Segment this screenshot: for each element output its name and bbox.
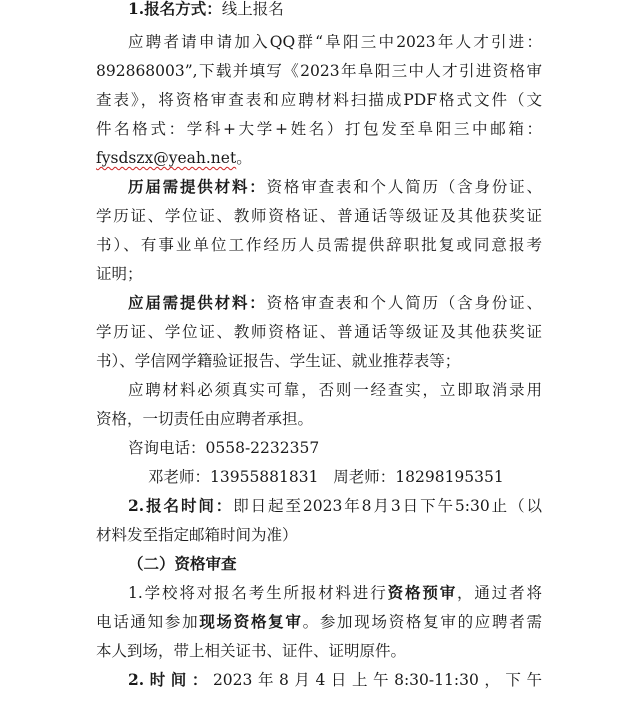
reg-method-value: 线上报名 [221,0,284,18]
prev-grad-line-4: 证明； [96,265,143,283]
prev-grad-line-1 [128,174,542,200]
review-prelim: 资格预审 [387,583,458,602]
time2-label: 时间： [144,670,213,689]
time2-num: 2. [128,670,145,689]
contact-phone: 咨询电话：0558-2232357 [128,439,320,457]
fresh-grad-label: 应届需提供材料： [128,293,267,312]
truth-line-2: 资格，一切责任由应聘者承担。 [96,410,314,428]
reg-time-text-1: 即日起至2023年8月3日下午5:30止（以 [233,497,542,515]
time2-line [128,667,542,693]
reg-method-text-line-3: 查表》，将资格审查表和应聘材料扫描成PDF格式文件（文 [96,91,542,109]
reg-method-text-line-1: 应聘者请申请加入QQ群“阜阳三中2023年人才引进： [128,33,542,51]
email-address[interactable]: fysdszx@yeah.net [96,149,237,167]
review-line-2c: 。参加现场资格复审的应聘者需 [302,613,542,631]
review-line-3: 本人到场，带上相关证书、证件、证明原件。 [96,642,407,660]
review-line-1c: ，通过者将 [457,584,542,602]
section2-title: （二）资格审查 [128,554,237,573]
review-onsite: 现场资格复审 [199,612,303,631]
prev-grad-line-3: 书）、有事业单位工作经历人员需提供辞职批复或同意报考 [96,236,542,254]
reg-method-email-line [96,145,542,171]
prev-grad-line-2: 学历证、学位证、教师资格证、普通话等级证及其他获奖证 [96,207,542,225]
reg-time-line-2: 材料发至指定邮箱时间为准） [96,526,298,544]
contact-teachers: 邓老师：13955881831 周老师：18298195351 [148,468,504,486]
truth-line-1: 应聘材料必须真实可靠，否则一经查实，立即取消录用 [128,381,542,399]
reg-method-text-line-2: 892868003”,下载并填写《2023年阜阳三中人才引进资格审 [96,62,542,80]
time2-value: 2023年8月4日上午8:30-11:30，下午 [212,671,542,689]
reg-method-heading [128,0,542,22]
review-line-2a: 电话通知参加 [96,613,200,631]
reg-time-label: 报名时间： [144,496,234,515]
prev-grad-text-1: 资格审查表和个人简历（含身份证、 [266,178,542,196]
fresh-grad-line-1 [128,290,542,316]
review-line-2 [96,609,542,635]
fresh-grad-line-2: 学历证、学位证、教师资格证、普通话等级证及其他获奖证 [96,323,542,341]
prev-grad-label: 历届需提供材料： [128,177,267,196]
email-line-end: 。 [236,149,252,167]
reg-time-num: 2. [128,496,145,515]
reg-method-label: 报名方式： [144,0,222,18]
review-line-1 [128,580,542,606]
fresh-grad-text-1: 资格审查表和个人简历（含身份证、 [266,294,542,312]
fresh-grad-line-3: 书）、学信网学籍验证报告、学生证、就业推荐表等； [96,352,461,370]
reg-method-num: 1. [128,0,145,18]
review-line-1a: 1.学校将对报名考生所报材料进行 [128,584,388,602]
reg-time-line-1 [128,493,542,519]
reg-method-text-line-4: 件名格式：学科+大学+姓名）打包发至阜阳三中邮箱： [96,120,542,138]
